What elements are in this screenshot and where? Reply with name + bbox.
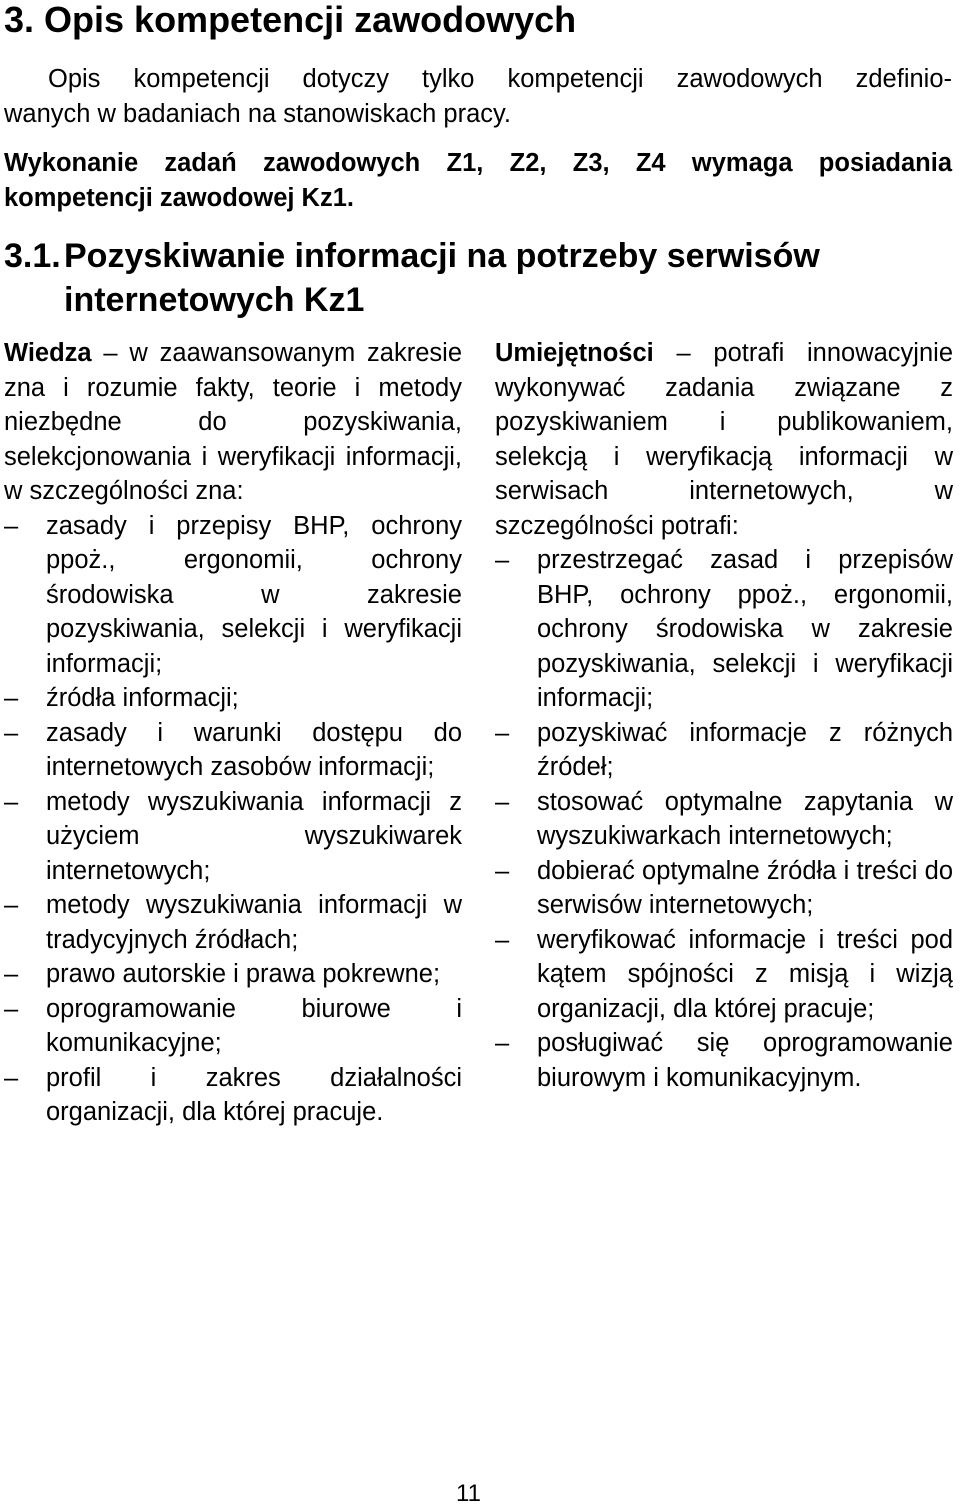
list-item-text: zasady i warunki dostępu do internetowych zasobów informacji; (46, 718, 462, 781)
dash-bullet: – (4, 960, 19, 988)
dash-bullet: – (495, 718, 510, 747)
list-item-text: prawo autorskie i prawa pokrewne; (46, 960, 441, 988)
requirement-paragraph (4, 146, 952, 216)
dash-bullet: – (495, 546, 510, 574)
dash-bullet: – (4, 1063, 19, 1092)
dash-bullet: – (4, 718, 19, 747)
dash-bullet: – (495, 925, 510, 954)
dash-bullet: – (495, 787, 510, 816)
knowledge-list (4, 509, 462, 1130)
skills-lead-text: – potrafi innowacyjnie wykonywać zadania związane z pozyskiwaniem i publikowaniem, selekcją i weryfikacją informacji w serwisach internetowych, w szczególności potrafi: (495, 339, 953, 540)
knowledge-heading: Wiedza (4, 339, 92, 367)
dash-bullet: – (4, 684, 19, 712)
list-item (495, 716, 953, 785)
dash-bullet: – (495, 1029, 510, 1057)
requirement-line-1: Wykonanie zadań zawodowych Z1, Z2, Z3, Z4 wymaga posiadania (4, 149, 952, 177)
intro-line-2: wanych w badaniach na stanowiskach pracy. (4, 100, 511, 128)
list-item-text: profil i zakres działalności organizacji, dla której pracuje. (46, 1063, 462, 1126)
list-item (495, 1026, 953, 1095)
list-item-text: posługiwać się oprogramowanie biurowym i komunikacyjnym. (537, 1029, 953, 1092)
knowledge-lead (4, 336, 462, 509)
list-item-text: źródła informacji; (46, 684, 239, 712)
skills-lead (495, 336, 953, 543)
list-item (4, 992, 462, 1061)
list-item-text: oprogramowanie biurowe i komunikacyjne; (46, 994, 462, 1057)
dash-bullet: – (4, 787, 19, 816)
list-item (495, 854, 953, 923)
list-item-text: stosować optymalne zapytania w wyszukiwarkach internetowych; (537, 787, 953, 850)
subsection-title-line-2: internetowych Kz1 (64, 281, 365, 319)
intro-paragraph (4, 62, 952, 132)
list-item-text: metody wyszukiwania informacji z użyciem wyszukiwarek internetowych; (46, 787, 462, 885)
list-item-text: zasady i przepisy BHP, ochrony ppoż., ergonomii, ochrony środowiska w zakresie pozyskiwania, selekcji i weryfikacji informacji; (46, 511, 462, 678)
skills-column (495, 336, 953, 1095)
dash-bullet: – (4, 511, 19, 540)
page-number: 11 (456, 1480, 481, 1507)
dash-bullet: – (4, 891, 19, 919)
list-item-text: weryfikować informacje i treści pod kątem spójności z misją i wizją organizacji, dla której pracuje; (537, 925, 953, 1023)
list-item-text: dobierać optymalne źródła i treści do serwisów internetowych; (537, 856, 953, 919)
subsection-title-line-1: Pozyskiwanie informacji na potrzeby serwisów (64, 237, 820, 275)
list-item (495, 543, 953, 716)
section-title: 3. Opis kompetencji zawodowych (4, 0, 577, 40)
list-item-text: pozyskiwać informacje z różnych źródeł; (537, 718, 953, 781)
knowledge-column (4, 336, 462, 1130)
requirement-line-2: kompetencji zawodowej Kz1. (4, 184, 354, 212)
list-item (4, 957, 462, 992)
intro-line-1: Opis kompetencji dotyczy tylko kompetencji zawodowych zdefinio- (48, 65, 952, 93)
list-item (4, 785, 462, 889)
list-item (4, 888, 462, 957)
list-item-text: przestrzegać zasad i przepisów BHP, ochrony ppoż., ergonomii, ochrony środowiska w zakresie pozyskiwania, selekcji i weryfikacji informacji; (537, 546, 953, 712)
list-item (4, 681, 462, 716)
subsection-title (4, 234, 952, 322)
skills-heading: Umiejętności (495, 339, 654, 367)
list-item (4, 1061, 462, 1130)
skills-list (495, 543, 953, 1095)
list-item (4, 716, 462, 785)
list-item-text: metody wyszukiwania informacji w tradycyjnych źródłach; (46, 891, 462, 954)
list-item (495, 923, 953, 1027)
list-item (495, 785, 953, 854)
list-item (4, 509, 462, 682)
dash-bullet: – (495, 856, 510, 885)
knowledge-lead-text: – w zaawansowanym zakresie zna i rozumie fakty, teorie i metody niezbędne do pozyskiwania, selekcjonowania i weryfikacji informacji, w szczególności zna: (4, 339, 462, 505)
subsection-number: 3.1. (4, 237, 61, 275)
dash-bullet: – (4, 994, 19, 1023)
